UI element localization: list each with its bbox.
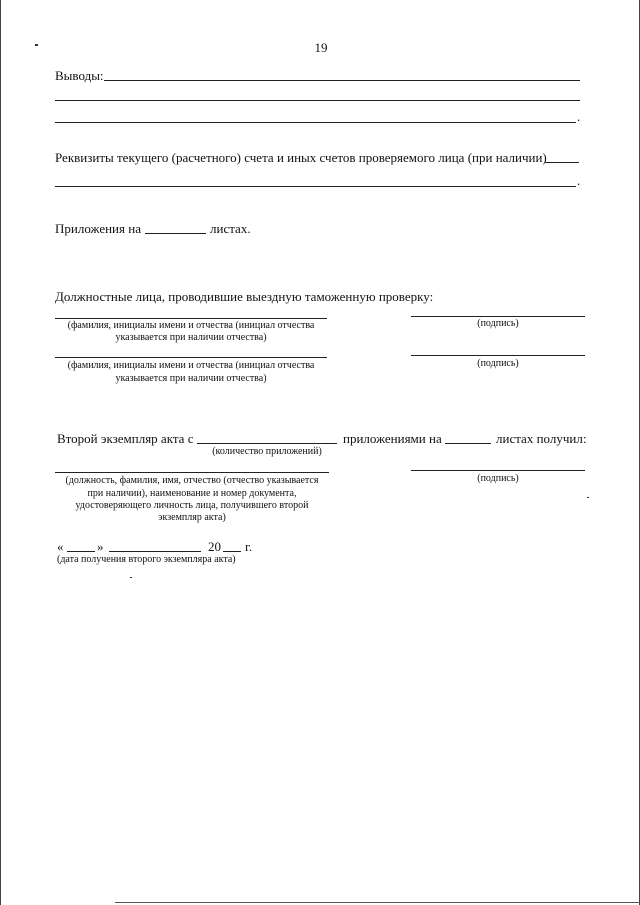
attachments-count-line <box>145 233 206 234</box>
official-1-signature-caption: (подпись) <box>477 318 519 329</box>
attachments-suffix: листах. <box>210 221 251 236</box>
official-2-name-caption-1: (фамилия, инициалы имени и отчества (инициал отчества <box>67 360 315 371</box>
officials-heading: Должностные лица, проводившие выездную таможенную проверку: <box>55 289 434 304</box>
second-copy-person-caption-4: экземпляр акта) <box>158 512 226 523</box>
official-1-name-caption-2: указывается при наличии отчества) <box>115 332 267 343</box>
attachments-prefix: Приложения на <box>55 221 141 236</box>
second-copy-sheets-line <box>445 443 491 444</box>
scan-speck <box>130 577 132 578</box>
conclusions-line-2 <box>55 100 580 101</box>
conclusions-line-3 <box>55 122 576 123</box>
second-copy-signature-caption: (подпись) <box>477 473 519 484</box>
date-caption: (дата получения второго экземпляра акта) <box>57 554 236 565</box>
second-copy-count-line <box>197 443 337 444</box>
requisites-end-period: . <box>577 173 581 188</box>
date-year-prefix: 20 <box>208 539 221 554</box>
second-copy-prefix: Второй экземпляр акта с <box>57 431 194 446</box>
requisites-line-1 <box>545 162 579 163</box>
second-copy-person-caption-1: (должность, фамилия, имя, отчество (отчество указывается <box>65 475 319 486</box>
second-copy-person-caption-2: при наличии), наименование и номер документа, <box>87 488 297 499</box>
scan-speck <box>35 44 38 46</box>
date-year-line <box>223 551 241 552</box>
second-copy-count-caption: (количество приложений) <box>212 446 322 457</box>
conclusions-label: Выводы: <box>55 68 104 83</box>
second-copy-suffix: листах получил: <box>496 431 587 446</box>
second-copy-person-caption-3: удостоверяющего личность лица, получившего второй <box>75 500 309 511</box>
date-month-line <box>109 551 201 552</box>
official-1-name-line <box>55 318 327 319</box>
conclusions-end-period: . <box>577 109 581 124</box>
official-1-name-caption-1: (фамилия, инициалы имени и отчества (инициал отчества <box>67 320 315 331</box>
page-bottom-edge <box>115 902 640 903</box>
date-open-quote: « <box>57 539 64 554</box>
date-year-suffix: г. <box>245 539 253 554</box>
second-copy-middle: приложениями на <box>343 431 442 446</box>
official-1-signature-line <box>411 316 585 317</box>
official-2-signature-caption: (подпись) <box>477 358 519 369</box>
requisites-label: Реквизиты текущего (расчетного) счета и иных счетов проверяемого лица (при наличии) <box>55 150 547 165</box>
second-copy-signature-line <box>411 470 585 471</box>
official-2-name-line <box>55 357 327 358</box>
conclusions-line-1 <box>104 80 580 81</box>
page-number: 19 <box>314 40 328 55</box>
second-copy-person-line <box>55 472 329 473</box>
date-day-line <box>67 551 95 552</box>
requisites-line-2 <box>55 186 576 187</box>
date-close-quote: » <box>97 539 104 554</box>
official-2-name-caption-2: указывается при наличии отчества) <box>115 373 267 384</box>
scan-speck <box>587 497 589 498</box>
official-2-signature-line <box>411 355 585 356</box>
